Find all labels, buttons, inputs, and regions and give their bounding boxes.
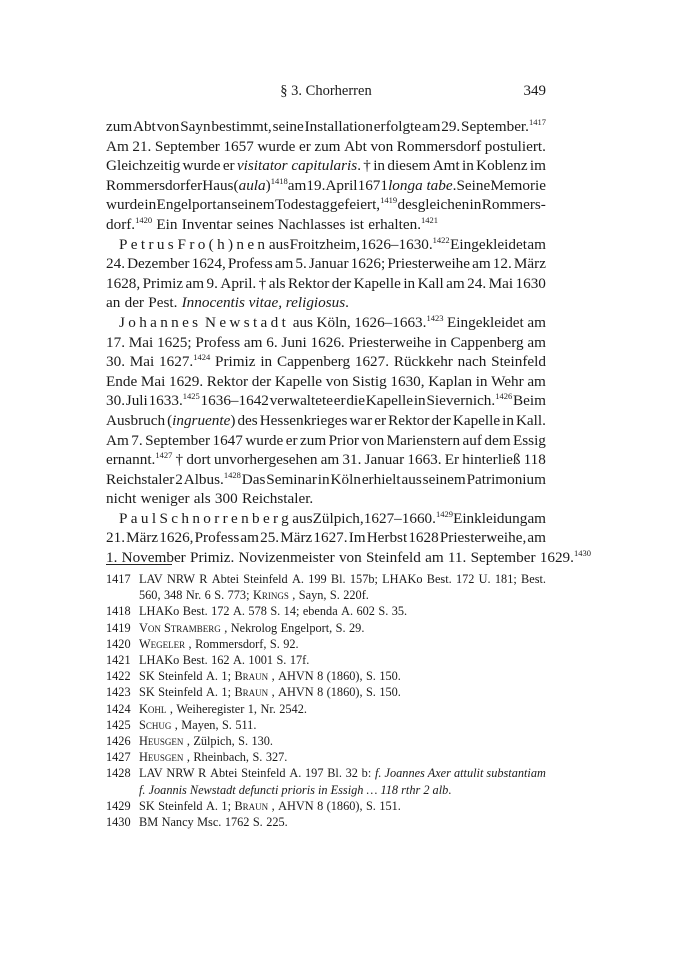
footnote-line: Von Stramberg , Nekrolog Engelport, S. 29. (139, 620, 365, 635)
footnote-text (139, 603, 546, 619)
footnote-number: 1426 (106, 734, 131, 749)
footnote (106, 620, 546, 636)
text-line: 17. Mai 1625; Profess am 6. Juni 1626. Priesterweihe in Cappenberg am (106, 333, 546, 351)
footnote-text (139, 636, 546, 652)
footnote-line: Schug , Mayen, S. 511. (139, 717, 257, 732)
text-line: zum Abt von Sayn bestimmt, seine Installation erfolgte am 29. September.$^{1417}$ (106, 117, 546, 135)
text-line: 1. November Primiz. Novizenmeister von Steinfeld am 11. September 1629.$^{1430}$ (106, 548, 591, 567)
footnote-line: Heusgen , Zülpich, S. 130. (139, 734, 273, 749)
footnote-text (139, 717, 546, 733)
footnote-line: Heusgen , Rheinbach, S. 327. (139, 750, 288, 765)
footnote (106, 652, 546, 668)
footnote-line: Wegeler , Rommersdorf, S. 92. (139, 636, 299, 651)
footnote-text (139, 652, 546, 668)
text-line: Paul Schnorrenberg aus Zülpich, 1627–1660.$^{1429}$ Einkleidung am (119, 508, 546, 527)
text-line: Am 7. September 1647 wurde er zum Prior von Marienstern auf dem Essig (106, 431, 546, 449)
footnote-line: LHAKo Best. 172 A. 578 S. 14; ebenda A. 602 S. 35. (139, 604, 408, 619)
footnote (106, 636, 546, 652)
footnote-number: 1428 (106, 766, 131, 781)
footnote (106, 684, 546, 700)
footnote-number: 1420 (106, 636, 131, 651)
footnote-text (139, 701, 546, 717)
footnote-line: f. Joannis Newstadt defuncti prioris in Essigh … 118 rthr 2 alb. (139, 782, 452, 797)
footnote (106, 668, 546, 684)
footnote (106, 733, 546, 749)
footnote-line: SK Steinfeld A. 1; Braun , AHVN 8 (1860), S. 151. (139, 798, 401, 813)
footnote (106, 798, 546, 814)
footnote-line: 560, 348 Nr. 6 S. 773; Krings , Sayn, S. 220f. (139, 588, 369, 603)
footnote-line: BM Nancy Msc. 1762 S. 225. (139, 815, 288, 830)
text-line: 30. Mai 1627.$^{1424}$ Primiz in Cappenberg 1627. Rückkehr nach Steinfeld (106, 352, 546, 371)
footnote (106, 765, 546, 797)
text-line: Rommersdorfer Haus (aula)$^{1418}$ am 19. April 1671 longa tabe. Seine Memorie (106, 175, 546, 194)
footnote-line: SK Steinfeld A. 1; Braun , AHVN 8 (1860), S. 150. (139, 685, 401, 700)
text-line: 1628, Primiz am 9. April. † als Rektor der Kapelle in Kall am 24. Mai 1630 (106, 274, 546, 292)
footnote-text (139, 668, 546, 684)
footnote-number: 1422 (106, 669, 131, 684)
footnote-number: 1419 (106, 620, 131, 635)
footnotes (106, 571, 546, 830)
footnote-line: SK Steinfeld A. 1; Braun , AHVN 8 (1860), S. 150. (139, 669, 401, 684)
footnote-text (139, 765, 546, 797)
text-line: Reichstaler 2 Albus.$^{1428}$ Das Seminar in Köln erhielt aus seinem Patrimonium (106, 469, 546, 488)
text-line: an der Pest. Innocentis vitae, religiosus. (106, 294, 349, 312)
footnote-text (139, 798, 546, 814)
footnote-number: 1429 (106, 798, 131, 813)
footnote-line: LAV NRW R Abtei Steinfeld A. 197 Bl. 32 b: f. Joannes Axer attulit substantiam (139, 766, 546, 781)
footnote (106, 717, 546, 733)
footnote-number: 1421 (106, 653, 131, 668)
footnote (106, 571, 546, 603)
footnote-number: 1417 (106, 572, 131, 586)
text-line: Ausbruch (ingruente) des Hessenkrieges war er Rektor der Kapelle in Kall. (106, 411, 546, 429)
text-line: dorf.$^{1420}$ Ein Inventar seines Nachlasses ist erhalten.$^{1421}$ (106, 214, 438, 233)
text-line: nicht weniger als 300 Reichstaler. (106, 490, 314, 508)
footnote-line: LHAKo Best. 162 A. 1001 S. 17f. (139, 653, 310, 668)
footnote-number: 1430 (106, 815, 131, 830)
text-line: wurde in Engelport an seinem Todestag gefeiert,$^{1419}$ desgleichen in Rommers- (106, 195, 546, 214)
footnote-number: 1423 (106, 685, 131, 700)
page-header (106, 83, 546, 103)
footnote-text (139, 684, 546, 700)
text-line: Gleichzeitig wurde er visitator capitularis. † in diesem Amt in Koblenz im (106, 157, 546, 175)
footnote (106, 749, 546, 765)
footnote-number: 1427 (106, 750, 131, 765)
text-line: 24. Dezember 1624, Profess am 5. Januar 1626; Priesterweihe am 12. März (106, 255, 546, 273)
page-number: 349 (523, 83, 546, 99)
footnote-line: Kohl , Weiheregister 1, Nr. 2542. (139, 701, 307, 716)
footnote-separator (106, 564, 172, 565)
text-line: Johannes Newstadt aus Köln, 1626–1663.$^{1423}$ Eingekleidet am (119, 312, 546, 331)
footnote-number: 1425 (106, 717, 131, 732)
footnote (106, 701, 546, 717)
footnote-line: LAV NRW R Abtei Steinfeld A. 199 Bl. 157b; LHAKo Best. 172 U. 181; Best. (139, 572, 546, 586)
footnote (106, 814, 546, 830)
footnote-text (139, 620, 546, 636)
text-line: Ende Mai 1629. Rektor der Kapelle von Sistig 1630, Kaplan in Wehr am (106, 372, 546, 390)
footnote-text (139, 571, 546, 603)
footnote-number: 1418 (106, 604, 131, 619)
text-line: ernannt.$^{1427}$ † dort unvorhergesehen am 31. Januar 1663. Er hinterließ 118 (106, 450, 546, 469)
footnote-text (139, 733, 546, 749)
text-line: 21. März 1626, Profess am 25. März 1627. Im Herbst 1628 Priesterweihe, am (106, 529, 546, 547)
footnote (106, 603, 546, 619)
footnote-text (139, 814, 546, 830)
main-text (106, 117, 591, 568)
text-line: Petrus Fro(h)nen aus Froitzheim, 1626–1630.$^{1422}$ Eingekleidet am (119, 234, 546, 253)
footnote-text (139, 749, 546, 765)
footnote-number: 1424 (106, 701, 131, 716)
running-head: § 3. Chorherren (280, 83, 372, 99)
text-line: 30. Juli 1633.$^{1425}$ 1636–1642 verwaltete er die Kapelle in Sievernich.$^{1426}$ Beim (106, 391, 546, 410)
text-line: Am 21. September 1657 wurde er zum Abt von Rommersdorf postuliert. (106, 137, 546, 155)
